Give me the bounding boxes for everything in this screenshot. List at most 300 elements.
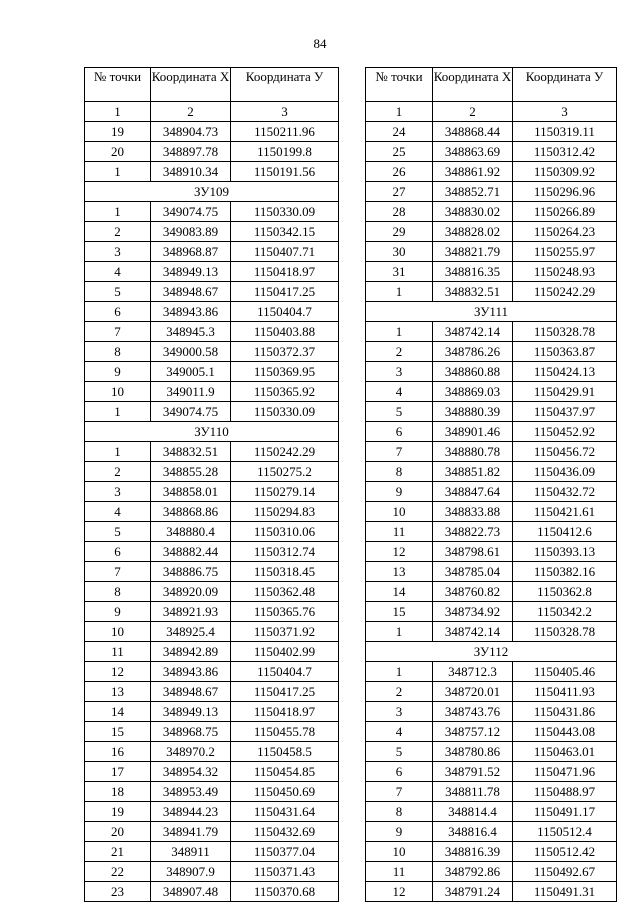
point-number-cell: 3 [366,362,433,382]
coordinate-x-cell: 348880.39 [433,402,513,422]
coordinate-x-cell: 348858.01 [151,482,231,502]
coordinate-x-cell: 348882.44 [151,542,231,562]
coordinate-x-cell: 348942.89 [151,642,231,662]
table-row [366,342,617,362]
point-number-cell: 28 [366,202,433,222]
coordinate-x-cell: 348968.87 [151,242,231,262]
point-number-cell: 3 [85,482,151,502]
table-row [85,262,339,282]
point-number-cell: 25 [366,142,433,162]
point-number-cell: 7 [85,322,151,342]
point-number-cell: 4 [366,382,433,402]
coordinate-y-cell: 1150328.78 [513,322,617,342]
coordinate-x-cell: 348945.3 [151,322,231,342]
section-row [366,642,617,662]
coordinate-x-cell: 348830.02 [433,202,513,222]
point-number-cell: 20 [85,822,151,842]
column-index-1: 1 [85,102,151,122]
coordinate-x-cell: 348785.04 [433,562,513,582]
coordinate-y-cell: 1150432.69 [231,822,339,842]
coordinate-x-cell: 348941.79 [151,822,231,842]
coordinate-y-cell: 1150418.97 [231,702,339,722]
section-title: ЗУ109 [85,182,339,202]
table-row [366,722,617,742]
point-number-cell: 2 [85,462,151,482]
coordinate-y-cell: 1150443.08 [513,722,617,742]
point-number-cell: 16 [85,742,151,762]
coordinate-x-cell: 348953.49 [151,782,231,802]
coordinate-x-cell: 349005.1 [151,362,231,382]
table-row [366,802,617,822]
coordinate-x-cell: 348786.26 [433,342,513,362]
coordinate-y-cell: 1150370.68 [231,882,339,902]
coordinate-x-cell: 348869.03 [433,382,513,402]
header-row [366,68,617,102]
table-row [85,682,339,702]
table-row [366,162,617,182]
section-row [85,422,339,442]
table-row [85,402,339,422]
coordinate-x-cell: 348925.4 [151,622,231,642]
coordinate-x-cell: 348904.73 [151,122,231,142]
coordinate-x-cell: 348742.14 [433,622,513,642]
point-number-cell: 12 [366,882,433,902]
point-number-cell: 15 [85,722,151,742]
point-number-cell: 1 [366,282,433,302]
point-number-cell: 5 [366,402,433,422]
table-row [85,382,339,402]
coordinate-x-cell: 348911 [151,842,231,862]
section-row [366,302,617,322]
point-number-cell: 23 [85,882,151,902]
table-row [85,582,339,602]
table-row [85,442,339,462]
coordinate-y-cell: 1150488.97 [513,782,617,802]
coordinate-x-cell: 348907.9 [151,862,231,882]
table-row [366,382,617,402]
table-body [366,122,617,902]
point-number-cell: 8 [366,802,433,822]
coordinate-x-cell: 348944.23 [151,802,231,822]
point-number-cell: 24 [366,122,433,142]
table-row [85,162,339,182]
coordinate-y-cell: 1150312.74 [231,542,339,562]
table-body [85,122,339,902]
column-index-2: 2 [433,102,513,122]
coordinate-x-cell: 348868.86 [151,502,231,522]
point-number-cell: 2 [85,222,151,242]
point-number-cell: 3 [85,242,151,262]
table-row [85,362,339,382]
point-number-cell: 11 [366,862,433,882]
coordinate-y-cell: 1150407.71 [231,242,339,262]
table-row [366,742,617,762]
coordinate-y-cell: 1150310.06 [231,522,339,542]
point-number-cell: 30 [366,242,433,262]
coordinate-x-cell: 348949.13 [151,702,231,722]
coordinate-y-cell: 1150471.96 [513,762,617,782]
coordinate-y-cell: 1150363.87 [513,342,617,362]
coordinate-y-cell: 1150377.04 [231,842,339,862]
table-row [85,802,339,822]
point-number-cell: 1 [85,402,151,422]
point-number-cell: 31 [366,262,433,282]
table-row [85,602,339,622]
coordinate-y-cell: 1150319.11 [513,122,617,142]
coordinate-x-cell: 348792.86 [433,862,513,882]
coordinate-x-cell: 348861.92 [433,162,513,182]
section-title: ЗУ112 [366,642,617,662]
point-number-cell: 1 [85,442,151,462]
coordinate-x-cell: 348948.67 [151,682,231,702]
table-row [366,482,617,502]
table-row [85,562,339,582]
point-number-cell: 6 [85,302,151,322]
table-row [366,122,617,142]
coordinate-y-cell: 1150431.64 [231,802,339,822]
coordinate-y-cell: 1150405.46 [513,662,617,682]
coordinate-y-cell: 1150211.96 [231,122,339,142]
table-row [366,522,617,542]
table-row [85,202,339,222]
coordinate-x-cell: 348863.69 [433,142,513,162]
coordinate-y-cell: 1150369.95 [231,362,339,382]
table-row [85,242,339,262]
table-row [85,762,339,782]
coordinate-y-cell: 1150421.61 [513,502,617,522]
coordinate-y-cell: 1150255.97 [513,242,617,262]
point-number-cell: 12 [85,662,151,682]
coordinate-y-cell: 1150454.85 [231,762,339,782]
column-index-3: 3 [513,102,617,122]
table-row [85,742,339,762]
coordinate-y-cell: 1150404.7 [231,662,339,682]
point-number-cell: 7 [85,562,151,582]
coordinate-y-cell: 1150330.09 [231,202,339,222]
coordinate-y-cell: 1150455.78 [231,722,339,742]
coordinate-x-cell: 348907.48 [151,882,231,902]
point-number-cell: 10 [366,842,433,862]
point-number-cell: 1 [85,162,151,182]
coordinate-x-cell: 348847.64 [433,482,513,502]
coordinate-y-cell: 1150404.7 [231,302,339,322]
point-number-cell: 14 [85,702,151,722]
table-row [366,582,617,602]
coordinate-x-cell: 348814.4 [433,802,513,822]
table-row [85,842,339,862]
point-number-cell: 3 [366,702,433,722]
coordinate-y-cell: 1150437.97 [513,402,617,422]
column-index-2: 2 [151,102,231,122]
table-row [366,782,617,802]
table-row [85,622,339,642]
table-row [85,462,339,482]
coordinate-x-cell: 348943.86 [151,302,231,322]
table-row [366,322,617,342]
coordinate-y-cell: 1150431.86 [513,702,617,722]
table-row [85,722,339,742]
table-row [85,122,339,142]
coordinate-y-cell: 1150318.45 [231,562,339,582]
coordinate-y-cell: 1150432.72 [513,482,617,502]
table-row [85,542,339,562]
point-number-cell: 12 [366,542,433,562]
coordinate-y-cell: 1150328.78 [513,622,617,642]
point-number-cell: 6 [366,422,433,442]
coordinate-y-cell: 1150266.89 [513,202,617,222]
coordinate-y-cell: 1150456.72 [513,442,617,462]
coordinate-x-cell: 348880.4 [151,522,231,542]
coordinate-x-cell: 348822.73 [433,522,513,542]
column-index-row [85,102,339,122]
coordinate-y-cell: 1150452.92 [513,422,617,442]
point-number-cell: 9 [366,822,433,842]
coordinate-y-cell: 1150393.13 [513,542,617,562]
table-row [366,602,617,622]
coordinate-x-cell: 348791.24 [433,882,513,902]
header-coordinate-x: Координата Х [433,68,513,102]
coordinate-x-cell: 348816.39 [433,842,513,862]
coordinate-x-cell: 348798.61 [433,542,513,562]
point-number-cell: 19 [85,802,151,822]
table-row [85,642,339,662]
coordinate-x-cell: 348886.75 [151,562,231,582]
table-row [85,482,339,502]
point-number-cell: 19 [85,122,151,142]
coordinate-x-cell: 349000.58 [151,342,231,362]
coordinate-x-cell: 348943.86 [151,662,231,682]
table-row [366,542,617,562]
coordinate-x-cell: 348734.92 [433,602,513,622]
coordinate-y-cell: 1150512.4 [513,822,617,842]
coordinate-y-cell: 1150275.2 [231,462,339,482]
point-number-cell: 21 [85,842,151,862]
table-row [366,402,617,422]
coordinate-y-cell: 1150242.29 [231,442,339,462]
point-number-cell: 4 [366,722,433,742]
point-number-cell: 17 [85,762,151,782]
table-row [85,322,339,342]
coordinate-y-cell: 1150402.99 [231,642,339,662]
table-row [85,302,339,322]
coordinate-y-cell: 1150312.42 [513,142,617,162]
coordinate-x-cell: 348860.88 [433,362,513,382]
point-number-cell: 26 [366,162,433,182]
header-coordinate-x: Координата Х [151,68,231,102]
point-number-cell: 1 [85,202,151,222]
point-number-cell: 18 [85,782,151,802]
coordinate-y-cell: 1150417.25 [231,282,339,302]
coordinate-y-cell: 1150417.25 [231,682,339,702]
table-row [366,882,617,902]
point-number-cell: 7 [366,782,433,802]
table-row [366,222,617,242]
point-number-cell: 5 [366,742,433,762]
coordinate-x-cell: 349074.75 [151,402,231,422]
coordinate-x-cell: 348880.78 [433,442,513,462]
coordinate-x-cell: 348897.78 [151,142,231,162]
coordinate-x-cell: 348852.71 [433,182,513,202]
point-number-cell: 11 [85,642,151,662]
header-coordinate-y: Координата У [231,68,339,102]
coordinate-x-cell: 348816.35 [433,262,513,282]
coordinate-y-cell: 1150191.56 [231,162,339,182]
point-number-cell: 7 [366,442,433,462]
table-row [85,822,339,842]
point-number-cell: 8 [85,342,151,362]
section-title: ЗУ110 [85,422,339,442]
table-row [366,562,617,582]
header-point-number: № точки [85,68,151,102]
table-row [366,142,617,162]
point-number-cell: 15 [366,602,433,622]
coordinate-y-cell: 1150412.6 [513,522,617,542]
coordinate-y-cell: 1150436.09 [513,462,617,482]
coordinate-x-cell: 348811.78 [433,782,513,802]
coordinate-y-cell: 1150365.92 [231,382,339,402]
coordinate-x-cell: 348816.4 [433,822,513,842]
coordinate-x-cell: 348742.14 [433,322,513,342]
table-row [366,502,617,522]
table-row [366,762,617,782]
coordinate-y-cell: 1150362.8 [513,582,617,602]
table-row [85,282,339,302]
point-number-cell: 2 [366,682,433,702]
column-index-row [366,102,617,122]
coordinate-x-cell: 348948.67 [151,282,231,302]
coordinate-x-cell: 348910.34 [151,162,231,182]
point-number-cell: 27 [366,182,433,202]
point-number-cell: 2 [366,342,433,362]
point-number-cell: 10 [85,622,151,642]
table-row [85,222,339,242]
table-row [85,502,339,522]
coordinate-x-cell: 348832.51 [151,442,231,462]
table-row [366,442,617,462]
coordinate-y-cell: 1150199.8 [231,142,339,162]
coordinate-y-cell: 1150450.69 [231,782,339,802]
coordinates-table-left [84,67,339,902]
point-number-cell: 10 [366,502,433,522]
coordinate-x-cell: 348970.2 [151,742,231,762]
coordinate-y-cell: 1150342.2 [513,602,617,622]
point-number-cell: 8 [366,462,433,482]
coordinate-y-cell: 1150330.09 [231,402,339,422]
page-number: 84 [313,36,327,51]
coordinate-x-cell: 348821.79 [433,242,513,262]
coordinate-y-cell: 1150418.97 [231,262,339,282]
coordinate-y-cell: 1150463.01 [513,742,617,762]
point-number-cell: 6 [366,762,433,782]
table-row [366,462,617,482]
table-row [366,262,617,282]
section-title: ЗУ111 [366,302,617,322]
coordinate-x-cell: 348757.12 [433,722,513,742]
table-row [366,202,617,222]
point-number-cell: 8 [85,582,151,602]
point-number-cell: 5 [85,522,151,542]
coordinate-x-cell: 348855.28 [151,462,231,482]
coordinate-x-cell: 348954.32 [151,762,231,782]
coordinate-x-cell: 348920.09 [151,582,231,602]
table-row [366,282,617,302]
coordinate-x-cell: 348791.52 [433,762,513,782]
table-row [85,522,339,542]
coordinate-x-cell: 348949.13 [151,262,231,282]
coordinate-y-cell: 1150309.92 [513,162,617,182]
point-number-cell: 20 [85,142,151,162]
coordinate-y-cell: 1150458.5 [231,742,339,762]
table-row [85,342,339,362]
table-row [366,242,617,262]
point-number-cell: 22 [85,862,151,882]
coordinate-y-cell: 1150242.29 [513,282,617,302]
coordinate-x-cell: 348833.88 [433,502,513,522]
coordinate-x-cell: 348901.46 [433,422,513,442]
column-index-3: 3 [231,102,339,122]
point-number-cell: 5 [85,282,151,302]
table-row [366,422,617,442]
coordinate-y-cell: 1150294.83 [231,502,339,522]
coordinate-x-cell: 348720.01 [433,682,513,702]
coordinate-x-cell: 348712.3 [433,662,513,682]
coordinate-x-cell: 348851.82 [433,462,513,482]
coordinate-y-cell: 1150403.88 [231,322,339,342]
point-number-cell: 1 [366,662,433,682]
table-row [366,182,617,202]
coordinate-y-cell: 1150492.67 [513,862,617,882]
coordinate-y-cell: 1150362.48 [231,582,339,602]
point-number-cell: 9 [366,482,433,502]
point-number-cell: 4 [85,262,151,282]
point-number-cell: 11 [366,522,433,542]
column-index-1: 1 [366,102,433,122]
table-row [366,862,617,882]
table-row [366,702,617,722]
coordinate-y-cell: 1150371.43 [231,862,339,882]
coordinate-y-cell: 1150372.37 [231,342,339,362]
point-number-cell: 1 [366,622,433,642]
table-row [85,782,339,802]
coordinate-y-cell: 1150429.91 [513,382,617,402]
coordinate-y-cell: 1150512.42 [513,842,617,862]
coordinate-y-cell: 1150491.31 [513,882,617,902]
point-number-cell: 29 [366,222,433,242]
coordinate-x-cell: 348743.76 [433,702,513,722]
coordinate-x-cell: 348968.75 [151,722,231,742]
coordinate-y-cell: 1150491.17 [513,802,617,822]
table-row [85,662,339,682]
coordinate-y-cell: 1150424.13 [513,362,617,382]
point-number-cell: 14 [366,582,433,602]
coordinate-x-cell: 349074.75 [151,202,231,222]
table-row [85,142,339,162]
table-row [366,682,617,702]
point-number-cell: 1 [366,322,433,342]
table-row [366,822,617,842]
coordinate-x-cell: 348832.51 [433,282,513,302]
coordinate-y-cell: 1150342.15 [231,222,339,242]
coordinate-x-cell: 348780.86 [433,742,513,762]
coordinate-x-cell: 349011.9 [151,382,231,402]
table-row [85,882,339,902]
table-row [85,862,339,882]
coordinate-y-cell: 1150371.92 [231,622,339,642]
coordinate-x-cell: 348921.93 [151,602,231,622]
table-row [366,362,617,382]
coordinate-y-cell: 1150296.96 [513,182,617,202]
point-number-cell: 13 [366,562,433,582]
